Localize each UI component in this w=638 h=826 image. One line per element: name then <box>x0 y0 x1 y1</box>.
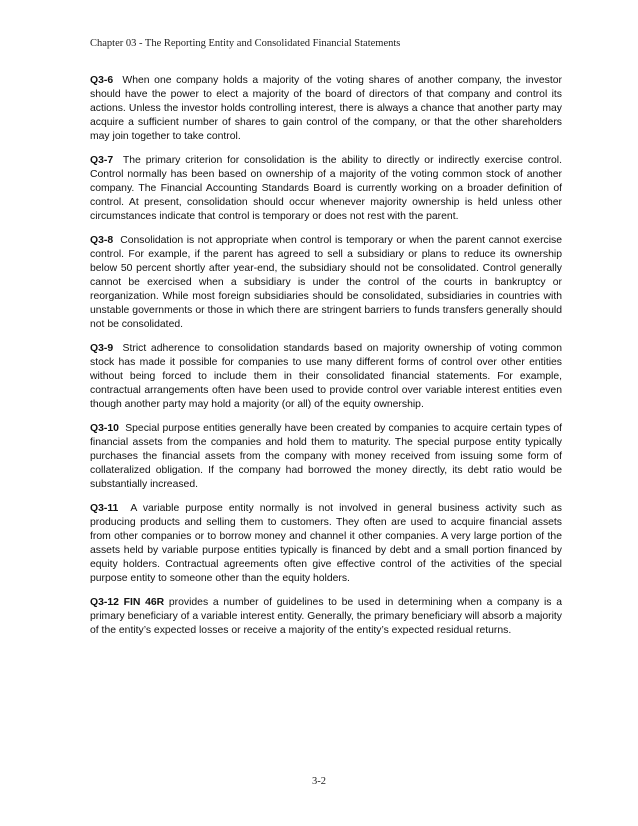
question-id: Q3-11 <box>90 503 119 514</box>
question-paragraph <box>90 422 562 492</box>
questions-body <box>90 74 562 648</box>
question-text: Special purpose entities generally have been created by companies to acquire certain types of financial assets from the companies and hold them to maturity. The special purpose entity typically purchases the financial assets from the company with money received from issuing some form of collateralized obligation. If the company had borrowed the money directly, its debt ratio would be substantially increased. <box>90 423 562 490</box>
page-header: Chapter 03 - The Reporting Entity and Consolidated Financial Statements <box>90 38 401 49</box>
question-id: Q3-6 <box>90 75 114 86</box>
question-id: Q3-9 <box>90 343 114 354</box>
question-paragraph <box>90 154 562 224</box>
question-paragraph <box>90 502 562 586</box>
question-text: The primary criterion for consolidation is the ability to directly or indirectly exercise control. Control normally has been based on ownership of a majority of the voting common stock of another company. The Financial Accounting Standards Board is currently working on a broader definition of control. At present, consolidation should occur whenever majority ownership is held unless other circumstances indicate that control is temporary or does not rest with the parent. <box>90 155 562 222</box>
question-text: provides a number of guidelines to be used in determining when a company is a primary beneficiary of a variable interest entity. Generally, the primary beneficiary will absorb a majority of the entity’s expected losses or receive a majority of the entity’s expected residual returns. <box>90 597 563 636</box>
question-id: Q3-8 <box>90 235 114 246</box>
question-text: When one company holds a majority of the voting shares of another company, the investor should have the power to elect a majority of the board of directors of that company and control its actions. Unless the investor holds controlling interest, there is always a chance that another party may acquire a sufficient number of shares to gain control of the company, or that the other shareholders may join together to take control. <box>90 75 562 142</box>
question-text: Strict adherence to consolidation standards based on majority ownership of voting common stock has made it possible for companies to use many different forms of control over other entities without being forced to include them in their consolidated financial statements. For example, contractual arrangements often have been used to provide control over variable interest entities even though another party may hold a majority (or all) of the equity ownership. <box>90 343 562 410</box>
question-id: Q3-7 <box>90 155 114 166</box>
question-id: Q3-12 FIN 46R <box>90 597 165 608</box>
question-text: A variable purpose entity normally is not involved in general business activity such as producing products and selling them to customers. They often are used to acquire financial assets from other companies or to borrow money and channel it other companies. A very large portion of the assets held by variable purpose entities typically is financed by debt and a small portion financed by equity holders. Contractual agreements often give effective control of the activities of the special purpose entity to someone other than the equity holders. <box>90 503 562 584</box>
question-paragraph <box>90 74 562 144</box>
question-paragraph <box>90 234 562 332</box>
question-text: Consolidation is not appropriate when control is temporary or when the parent cannot exercise control. For example, if the parent has agreed to sell a subsidiary or plans to reduce its ownership below 50 percent shortly after year-end, the subsidiary should not be consolidated. Control generally cannot be exercised when a subsidiary is under the control of the courts in bankruptcy or reorganization. While most foreign subsidiaries should be consolidated, subsidiaries in countries with unstable governments or those in which there are stringent barriers to funds transfers generally should not be consolidated. <box>90 235 563 330</box>
page-number: 3-2 <box>312 776 326 787</box>
question-id: Q3-10 <box>90 423 119 434</box>
question-paragraph <box>90 596 562 638</box>
question-paragraph <box>90 342 562 412</box>
